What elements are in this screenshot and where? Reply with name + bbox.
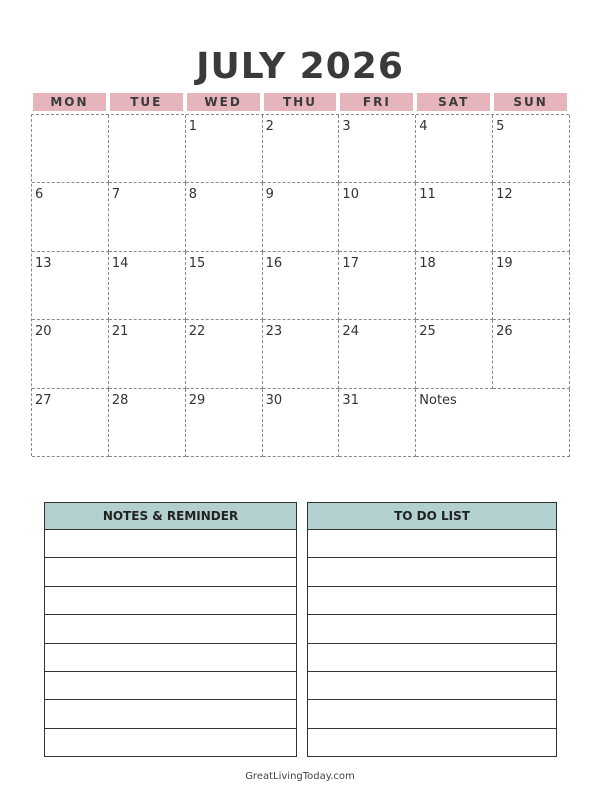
day-cell [109, 115, 186, 183]
todo-list-line [307, 700, 557, 728]
day-number: 12 [496, 187, 513, 203]
day-cell [416, 183, 493, 251]
day-cell [109, 389, 186, 457]
day-cell [186, 389, 263, 457]
notes-reminder-line [44, 558, 297, 586]
todo-list-line [307, 530, 557, 558]
day-cell [109, 183, 186, 251]
day-number: 5 [496, 119, 505, 134]
day-number: 30 [265, 392, 283, 408]
day-number: 16 [265, 255, 283, 271]
todo-list-line [307, 587, 557, 615]
calendar-grid [31, 114, 569, 456]
day-number: 9 [265, 187, 274, 203]
notes-reminder-line [44, 615, 297, 643]
todo-list-line [307, 644, 557, 672]
day-cell [32, 252, 109, 320]
day-cell [32, 115, 109, 183]
day-number: 7 [111, 187, 121, 203]
notes-reminder-line [44, 587, 297, 615]
day-number: 6 [35, 187, 44, 203]
day-cell [32, 183, 109, 251]
day-cell [109, 320, 186, 388]
weekday-fri: FRI [340, 93, 413, 111]
notes-label: Notes [419, 392, 457, 408]
day-number: 18 [419, 255, 436, 271]
day-cell [339, 183, 416, 251]
day-number: 26 [496, 324, 513, 340]
notes-reminder-header: NOTES & REMINDER [44, 502, 297, 530]
notes-reminder-line [44, 644, 297, 672]
day-cell [32, 320, 109, 388]
day-cell [339, 389, 416, 457]
day-number: 8 [188, 187, 197, 203]
day-cell [186, 115, 263, 183]
day-number: 13 [35, 255, 52, 271]
day-number: 23 [265, 324, 283, 340]
weekday-sat: SAT [417, 93, 490, 111]
notes-reminder-line [44, 530, 297, 558]
day-cell [493, 252, 570, 320]
day-number: 31 [342, 392, 359, 408]
day-number: 15 [188, 255, 206, 271]
day-number: 4 [419, 119, 428, 134]
todo-list-line [307, 672, 557, 700]
day-cell [493, 183, 570, 251]
day-number: 17 [342, 255, 359, 271]
notes-reminder-line [44, 729, 297, 757]
day-cell [263, 115, 340, 183]
day-number: 14 [111, 255, 129, 271]
todo-list-header: TO DO LIST [307, 502, 557, 530]
day-number: 25 [419, 324, 436, 340]
day-cell [416, 115, 493, 183]
day-number: 24 [342, 324, 359, 340]
day-cell [32, 389, 109, 457]
day-cell [263, 389, 340, 457]
day-number: 21 [111, 324, 129, 340]
notes-reminder-line [44, 672, 297, 700]
day-cell [109, 252, 186, 320]
weekday-tue: TUE [110, 93, 183, 111]
day-number: 20 [35, 324, 52, 340]
day-cell [493, 320, 570, 388]
day-number: 19 [496, 255, 513, 271]
notes-reminder-line [44, 700, 297, 728]
day-cell [493, 115, 570, 183]
day-cell [186, 252, 263, 320]
day-cell [263, 320, 340, 388]
calendar-title: JULY 2026 [196, 46, 404, 87]
day-number: 22 [188, 324, 206, 340]
footer-website: GreatLivingToday.com [245, 771, 355, 782]
day-cell [416, 320, 493, 388]
day-cell [339, 115, 416, 183]
day-cell [263, 252, 340, 320]
day-number: 2 [265, 119, 274, 134]
day-number: 1 [188, 119, 197, 134]
day-number: 11 [419, 187, 436, 203]
day-cell [416, 252, 493, 320]
todo-list-line [307, 558, 557, 586]
day-cell [263, 183, 340, 251]
day-number: 28 [111, 392, 129, 408]
todo-list-line [307, 729, 557, 757]
weekday-thu: THU [264, 93, 337, 111]
weekday-wed: WED [187, 93, 260, 111]
weekday-sun: SUN [494, 93, 567, 111]
day-cell [186, 183, 263, 251]
day-cell [186, 320, 263, 388]
day-number: 3 [342, 119, 351, 134]
day-number: 27 [35, 392, 52, 408]
todo-list-line [307, 615, 557, 643]
day-cell [339, 320, 416, 388]
day-number: 10 [342, 187, 359, 203]
day-cell [339, 252, 416, 320]
weekday-mon: MON [33, 93, 106, 111]
notes-cell [416, 389, 570, 457]
day-number: 29 [188, 392, 206, 408]
